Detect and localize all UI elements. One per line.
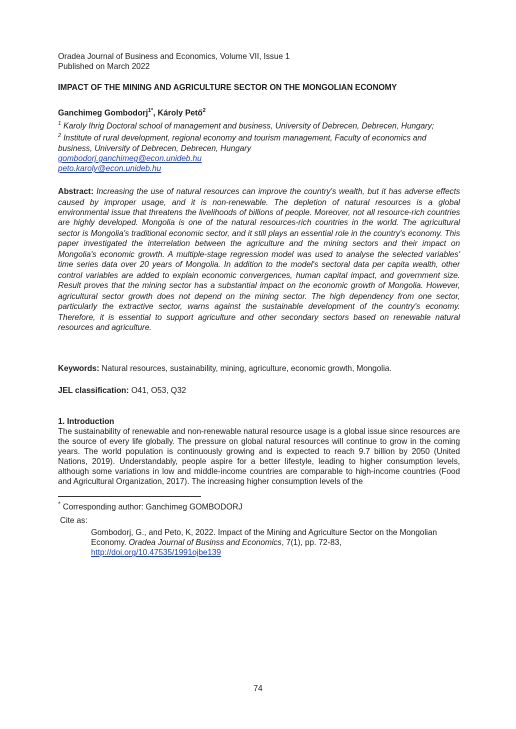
paper-page [58,52,460,558]
author-second: Károly Pető [157,108,203,118]
paper-title: IMPACT OF THE MINING AND AGRICULTURE SECTOR ON THE MONGOLIAN ECONOMY [58,83,397,92]
footnote-mark: * [58,501,61,509]
affiliation-1: $^1$ Karoly Ihrig Doctoral school of management and business, University of Debrecen, Debrecen, Hungary; [58,120,435,131]
email-link-2[interactable]: peto.karoly@econ.unideb.hu [58,164,162,174]
author-first-sup: 1* [147,108,154,114]
published-line: Published on March 2022 [58,62,150,71]
email-link-1[interactable]: gombodorj.ganchimeg@econ.unideb.hu [58,154,202,164]
affiliation-2: $^2$ Institute of rural development, regional economy and tourism management, Faculty of economics and business, University of Debrecen, Debrecen, Hungary [58,133,427,154]
jel-text: O41, O53, Q32 [131,386,187,396]
citation-journal: Oradea Journal of Businss and Economics [128,538,282,548]
author-line: Ganchimeg Gombodorj$^{1*}$, Károly Pető$^2$ [58,108,206,118]
abstract [58,187,460,333]
corresponding-note: * Corresponding author: Ganchimeg GOMBODORJ [58,501,243,513]
author-second-sup: 2 [202,108,206,114]
jel-label: JEL classification: [58,386,129,396]
cite-label: Cite as: [60,516,88,526]
keywords [58,364,460,374]
keywords-text: Natural resources, sustainability, mining, agriculture, economic growth, Mongolia. [101,364,392,374]
citation: Gombodorj, G., and Peto, K, 2022. Impact of the Mining and Agriculture Sector on the Mongolian Economy. Oradea Journal of Businss and Economics, 7(1), pp. 72-83, http://doi.org/10.47535/1991ojbe139 [91,528,437,558]
journal-line: Oradea Journal of Business and Economics, Volume VII, Issue 1 [58,52,290,61]
introduction-text: The sustainability of renewable and non-renewable natural resource usage is a global issue since resources are the source of every life globally. The pressure on global natural resources will continue to grow in the coming years. The world population is continuously growing and is expected to reach 9.7 billion by 2050 (United Nations, 2019). Understandably, people aspire for a better lifestyle, leading to higher consumption levels, although some variations in low and middle-income countries are comparable to high-income countries (Food and Agricultural Organization, 2017). The increasing higher consumption levels of the [58,427,460,487]
abstract-label: Abstract: [58,187,94,197]
doi-link[interactable]: http://doi.org/10.47535/1991ojbe139 [91,548,222,558]
page-number: 74 [253,684,263,693]
abstract-text: Increasing the use of natural resources can improve the country's wealth, but it has adverse effects caused by improper usage, and it is non-renewable. The depletion of natural resources is a global environmental issue that threatens the livelihoods of billions of people. Moreover, not all resource-rich countries are highly developed. Mongolia is one of the natural resources-rich countries in the world. The agricultural sector is Mongolia's traditional economic sector, and it still plays an essential role in the country's economy. This paper investigated the interrelation between the agriculture and the mining sectors and their impact on Mongolia's economic growth. A multiple-stage regression model was used to analyse the selected variables' time series data over 20 years of Mongolia. In addition to the model's sectoral data per capita wealth, other control variables are added to explain economic convergences, human capital impact, and government size. Result proves that the mining sector has a substantial impact on the economic growth of Mongolia. However, agricultural sector growth does not depend on the mining sector. The high dependency from one sector, particularly the extractive sector, warns against the sustainable development of the country's economy. Therefore, it is essential to support agriculture and other secondary sectors based on renewable natural resources and agriculture. [58,187,460,332]
keywords-label: Keywords: [58,364,100,374]
jel-classification [58,386,460,396]
section-heading: 1. Introduction [58,417,115,427]
footnote-divider [58,496,201,497]
author-first: Ganchimeg Gombodorj [58,108,148,118]
